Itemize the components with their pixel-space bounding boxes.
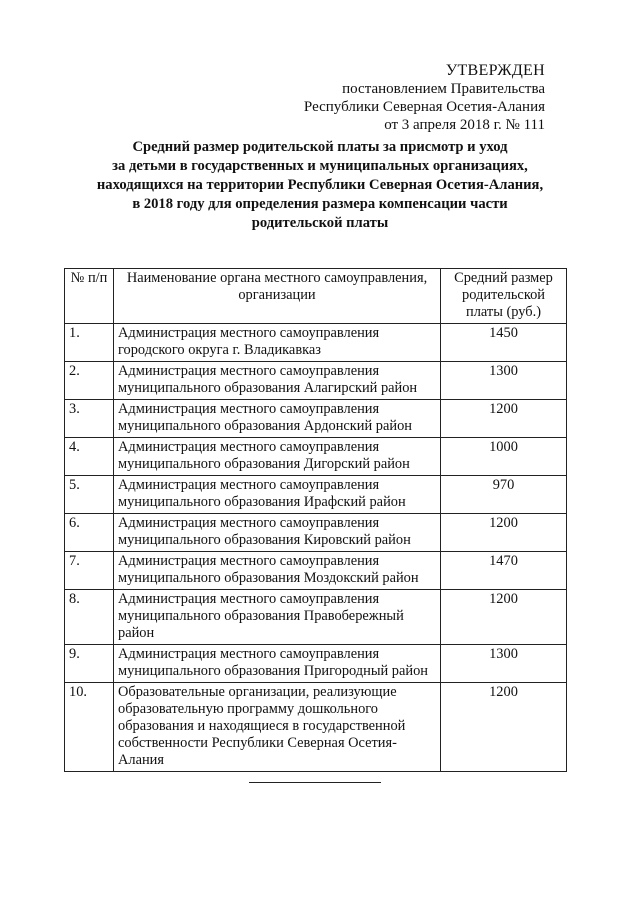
row-number: 1. [65,324,114,362]
row-fee: 970 [441,476,567,514]
title-line: находящихся на территории Республики Северная Осетия-Алания, [96,177,544,193]
row-number: 3. [65,400,114,438]
row-number: 4. [65,438,114,476]
header-number: № п/п [65,269,114,324]
row-organization: Администрация местного самоуправления муниципального образования Ардонский район [114,400,441,438]
row-fee: 1200 [441,590,567,645]
row-fee: 1000 [441,438,567,476]
approval-stamp [304,62,545,134]
table-header-row [65,269,567,324]
table-row [65,590,567,645]
row-fee: 1300 [441,645,567,683]
table-row [65,552,567,590]
row-number: 10. [65,683,114,772]
row-fee: 1450 [441,324,567,362]
row-number: 8. [65,590,114,645]
row-fee: 1470 [441,552,567,590]
row-number: 5. [65,476,114,514]
table-row [65,438,567,476]
row-organization: Администрация местного самоуправления муниципального образования Правобережный район [114,590,441,645]
title-line: Средний размер родительской платы за присмотр и уход [132,139,508,155]
row-organization: Администрация местного самоуправления муниципального образования Пригородный район [114,645,441,683]
row-organization: Образовательные организации, реализующие образовательную программу дошкольного образования и находящиеся в государственной собственности Республики Северная Осетия-Алания [114,683,441,772]
row-number: 7. [65,552,114,590]
title-line: в 2018 году для определения размера компенсации части [132,196,508,212]
table-row [65,324,567,362]
table-row [65,683,567,772]
table-row [65,514,567,552]
row-fee: 1300 [441,362,567,400]
approval-heading: УТВЕРЖДЕН [445,62,545,79]
end-divider [249,782,381,783]
approval-line-republic: Республики Северная Осетия-Алания [303,99,545,115]
tariff-table [64,268,567,772]
header-organization: Наименование органа местного самоуправления, организации [114,269,441,324]
row-organization: Администрация местного самоуправления муниципального образования Кировский район [114,514,441,552]
row-organization: Администрация местного самоуправления муниципального образования Дигорский район [114,438,441,476]
row-organization: Администрация местного самоуправления муниципального образования Алагирский район [114,362,441,400]
approval-line-decree: постановлением Правительства [342,81,545,97]
row-organization: Администрация местного самоуправления муниципального образования Моздокский район [114,552,441,590]
row-organization: Администрация местного самоуправления муниципального образования Ирафский район [114,476,441,514]
row-organization: Администрация местного самоуправления городского округа г. Владикавказ [114,324,441,362]
table-row [65,362,567,400]
row-number: 2. [65,362,114,400]
row-fee: 1200 [441,514,567,552]
title-line: родительской платы [251,215,389,231]
row-number: 6. [65,514,114,552]
row-fee: 1200 [441,683,567,772]
row-number: 9. [65,645,114,683]
row-fee: 1200 [441,400,567,438]
document-title [70,138,570,233]
table-row [65,476,567,514]
header-average-fee: Средний размер родительской платы (руб.) [441,269,567,324]
title-line: за детьми в государственных и муниципальных организациях, [112,158,528,174]
table-row [65,645,567,683]
table-row [65,400,567,438]
approval-line-date-number: от 3 апреля 2018 г. № 111 [384,117,545,133]
